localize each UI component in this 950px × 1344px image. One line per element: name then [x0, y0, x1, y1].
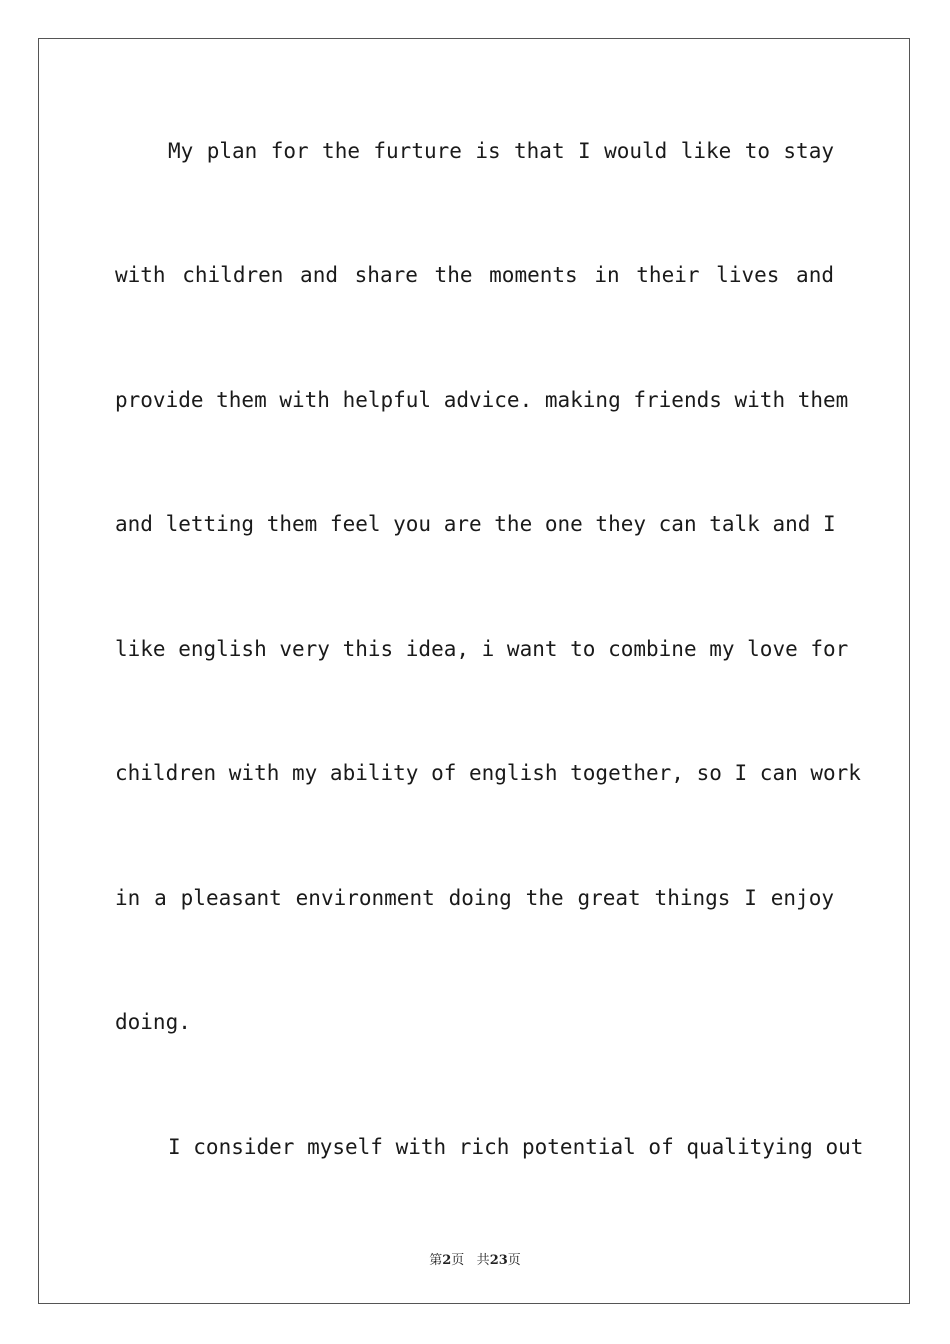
total-pages: 23 — [489, 1253, 508, 1268]
page-suffix: 页 — [451, 1253, 465, 1268]
paragraph-1-line-1: My plan for the furture is that I would like to stay — [168, 139, 834, 163]
page-footer — [0, 1249, 950, 1268]
paragraph-1-line-4: and letting them feel you are the one they can talk and I — [115, 512, 836, 536]
paragraph-1-line-2: with children and share the moments in their lives and — [115, 263, 834, 287]
page-prefix: 第 — [429, 1253, 443, 1268]
paragraph-2-line-1: I consider myself with rich potential of qualitying out — [168, 1135, 864, 1159]
paragraph-1-line-7: in a pleasant environment doing the great things I enjoy — [115, 886, 834, 910]
page-number: 2 — [442, 1253, 452, 1268]
paragraph-1-line-5: like english very this idea, i want to combine my love for — [115, 637, 849, 661]
total-prefix: 共 — [476, 1253, 490, 1268]
paragraph-1-line-6: children with my ability of english together, so I can work — [115, 761, 861, 785]
total-suffix: 页 — [507, 1253, 521, 1268]
paragraph-1-line-3: provide them with helpful advice. making friends with them — [115, 388, 849, 412]
page-border — [38, 38, 910, 1304]
paragraph-1-line-8: doing. — [115, 1010, 191, 1034]
